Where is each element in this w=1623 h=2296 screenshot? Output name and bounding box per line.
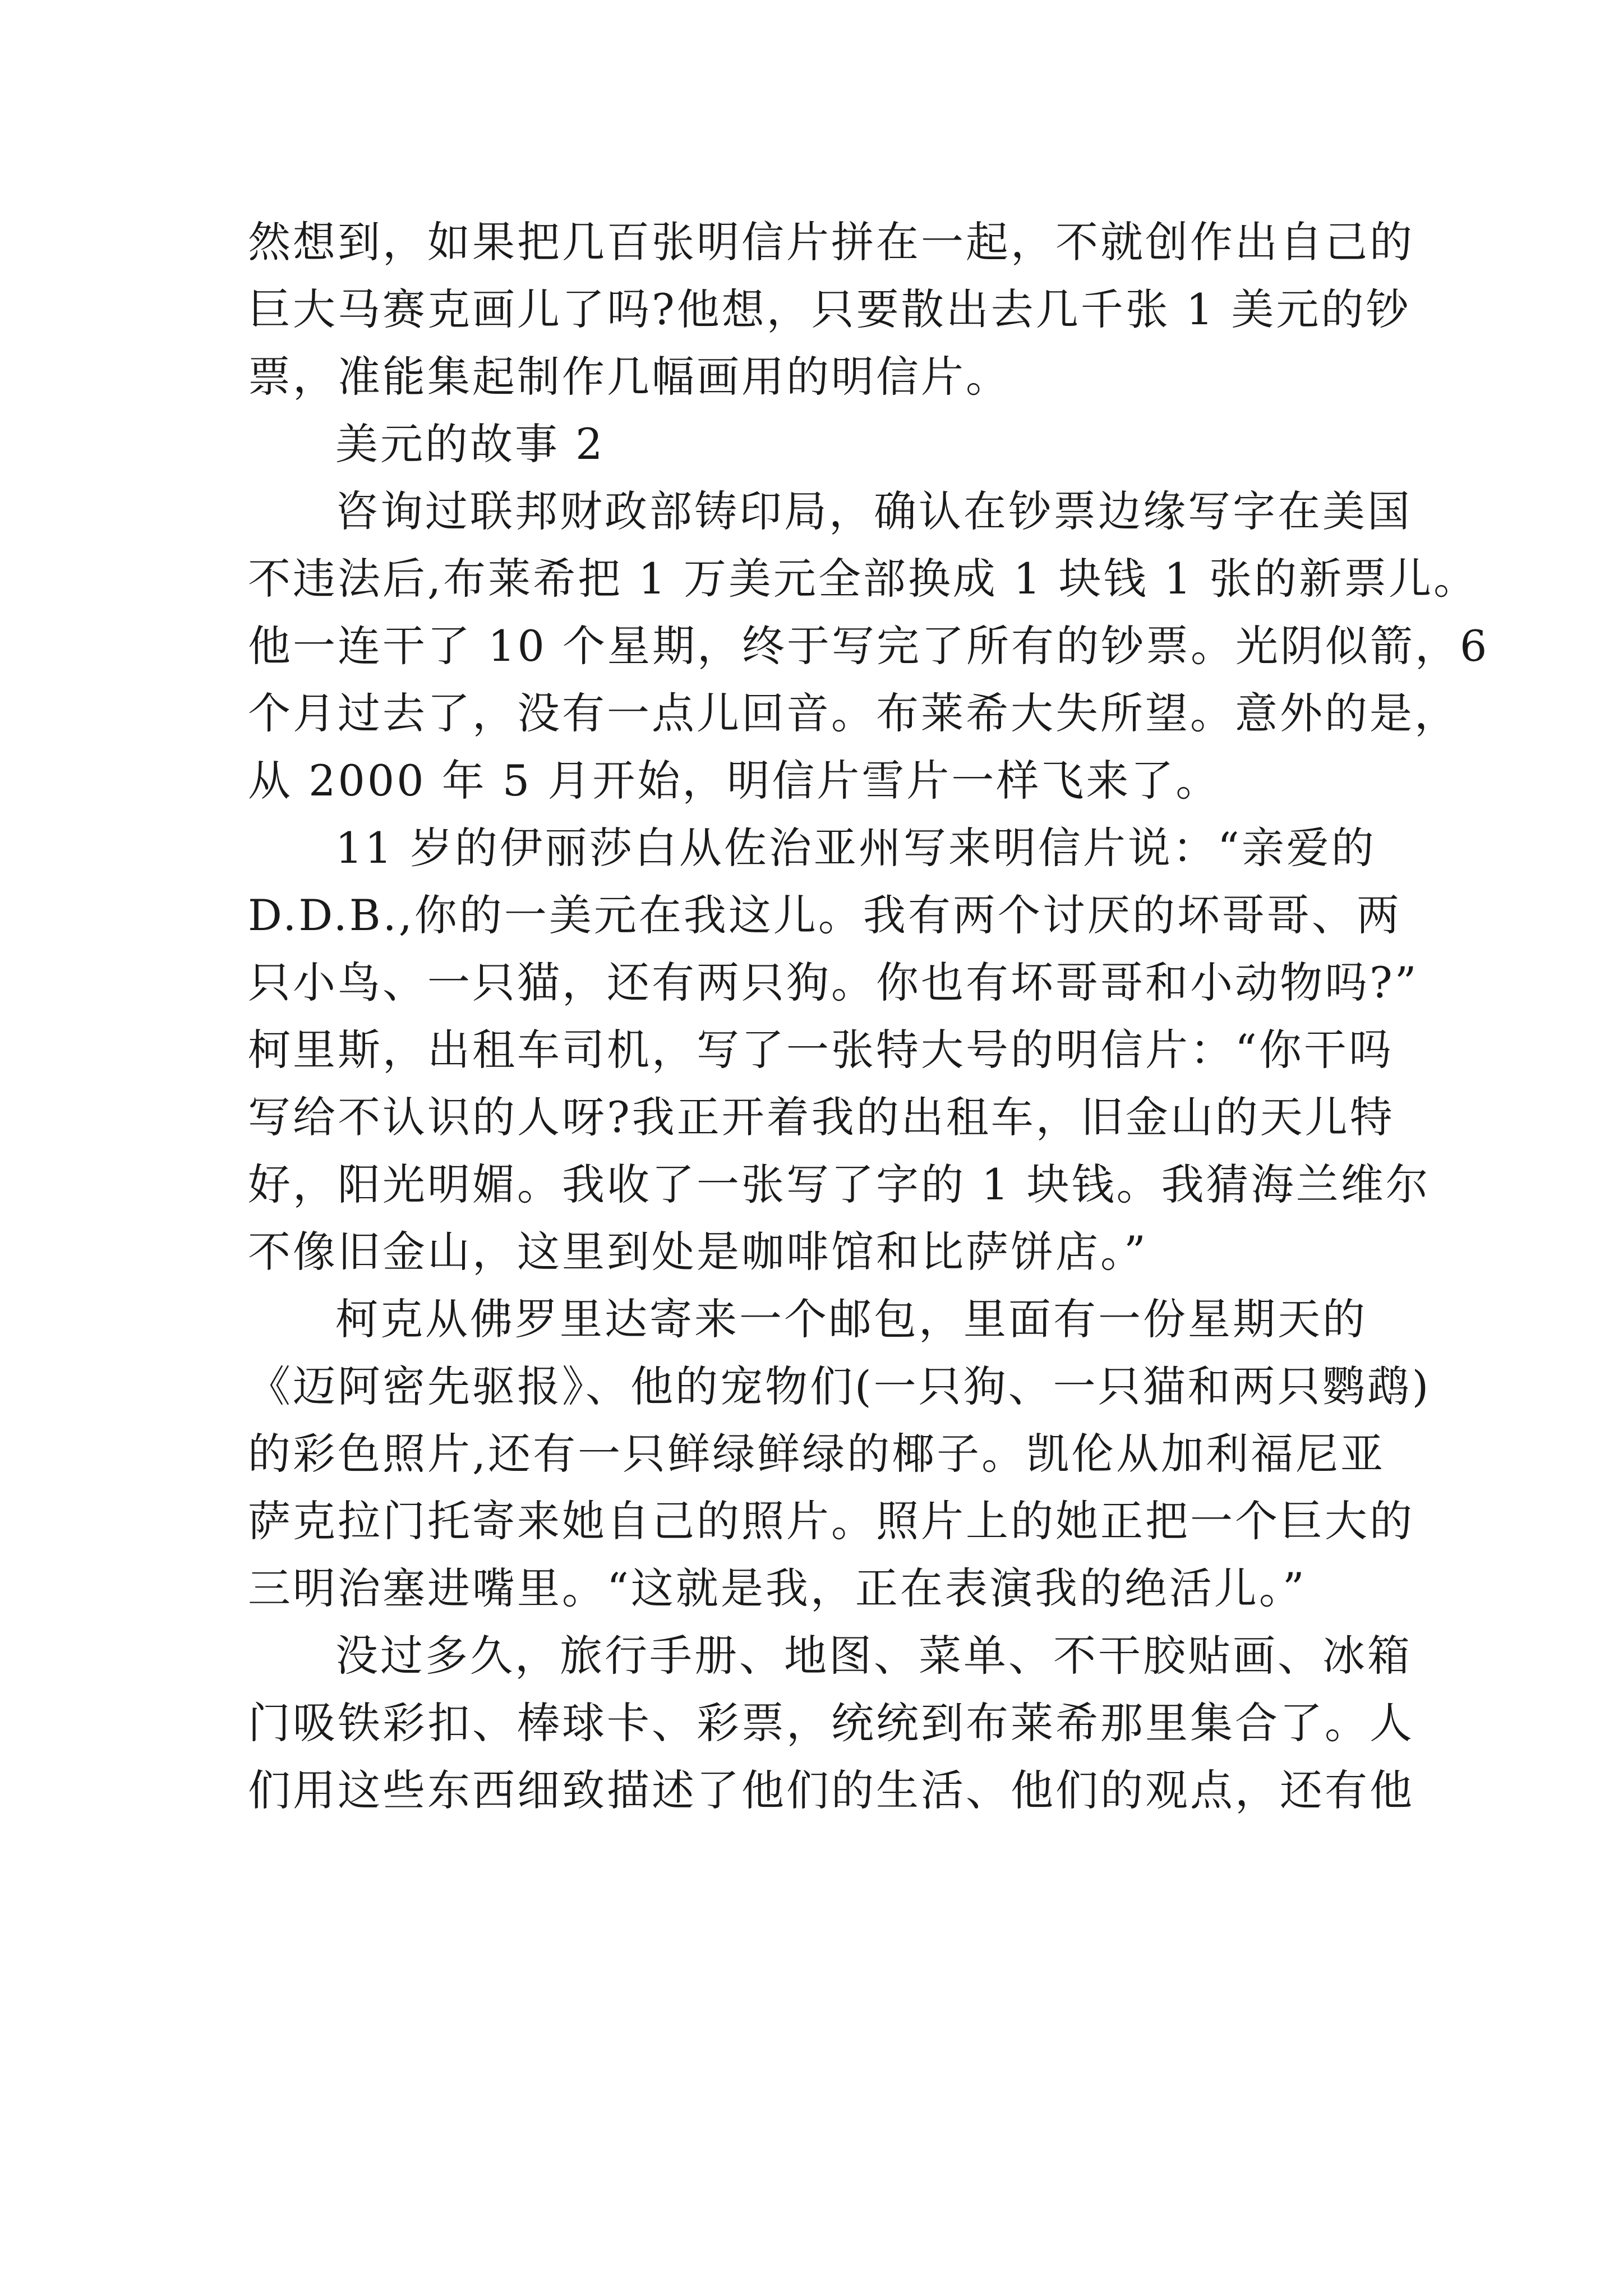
text-line: 写给不认识的人呀?我正开着我的出租车，旧金山的天儿特: [248, 1092, 1395, 1142]
text-line: 门吸铁彩扣、棒球卡、彩票，统统到布莱希那里集合了。人: [248, 1698, 1414, 1748]
text-line: 三明治塞进嘴里。“这就是我，正在表演我的绝活儿。”: [248, 1563, 1307, 1613]
text-line: D.D.B.,你的一美元在我这儿。我有两个讨厌的坏哥哥、两: [248, 890, 1401, 940]
text-line: 11 岁的伊丽莎白从佐治亚州写来明信片说：“亲爱的: [335, 823, 1376, 873]
text-line: 咨询过联邦财政部铸印局，确认在钞票边缘写字在美国: [335, 486, 1412, 536]
text-line: 好，阳光明媚。我收了一张写了字的 1 块钱。我猜海兰维尔: [248, 1159, 1431, 1209]
text-line: 的彩色照片,还有一只鲜绿鲜绿的椰子。凯伦从加利福尼亚: [248, 1429, 1386, 1479]
text-line: 从 2000 年 5 月开始，明信片雪片一样飞来了。: [248, 756, 1221, 806]
paragraph: [248, 815, 1431, 1286]
text-line: 不像旧金山，这里到处是咖啡馆和比萨饼店。”: [248, 1227, 1148, 1277]
text-line: 萨克拉门托寄来她自己的照片。照片上的她正把一个巨大的: [248, 1496, 1414, 1546]
text-line: 他一连干了 10 个星期，终于写完了所有的钞票。光阴似箭，6: [248, 621, 1490, 671]
section-heading: [248, 411, 1392, 478]
text-line: 《迈阿密先驱报》、他的宠物们(一只狗、一只猫和两只鹦鹉): [248, 1361, 1431, 1411]
document-page: [248, 209, 1490, 1824]
paragraph: [248, 209, 1414, 411]
paragraph: [248, 1286, 1431, 1622]
text-line: 美元的故事 2: [335, 419, 605, 469]
text-line: 然想到，如果把几百张明信片拼在一起，不就创作出自己的: [248, 217, 1414, 267]
text-line: 柯里斯，出租车司机，写了一张特大号的明信片：“你干吗: [248, 1025, 1394, 1075]
text-line: 巨大马赛克画儿了吗?他想，只要散出去几千张 1 美元的钞: [248, 284, 1411, 334]
text-line: 只小鸟、一只猫，还有两只狗。你也有坏哥哥和小动物吗?”: [248, 958, 1419, 1007]
text-line: 柯克从佛罗里达寄来一个邮包，里面有一份星期天的: [335, 1294, 1367, 1344]
text-line: 票，准能集起制作几幅画用的明信片。: [248, 352, 1011, 402]
paragraph: [248, 1622, 1414, 1824]
paragraph: [248, 478, 1490, 815]
text-line: 个月过去了，没有一点儿回音。布莱希大失所望。意外的是，: [248, 688, 1459, 738]
text-line: 不违法后,布莱希把 1 万美元全部换成 1 块钱 1 张的新票儿。: [248, 554, 1479, 604]
text-line: 们用这些东西细致描述了他们的生活、他们的观点，还有他: [248, 1765, 1414, 1815]
text-line: 没过多久，旅行手册、地图、菜单、不干胶贴画、冰箱: [335, 1631, 1412, 1681]
